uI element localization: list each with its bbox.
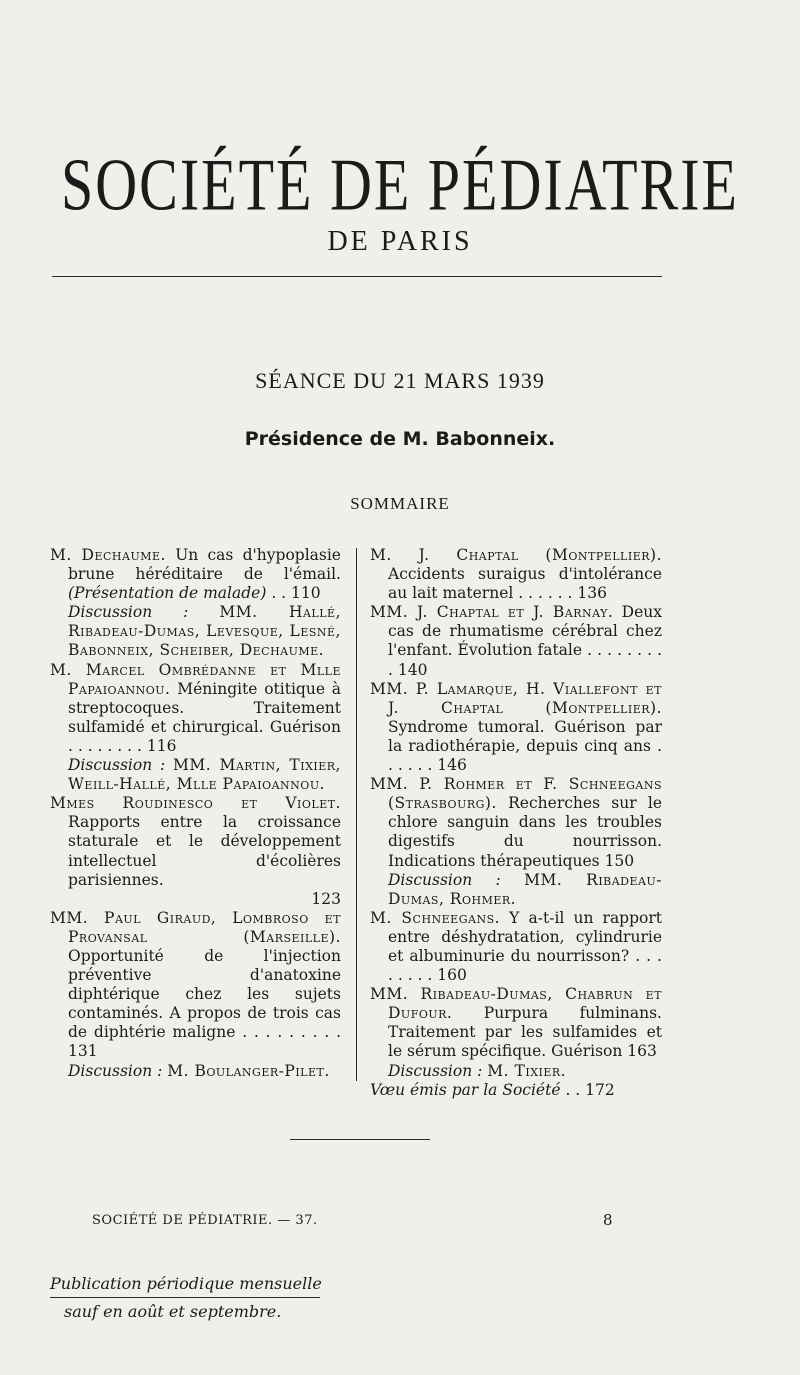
summary-entry <box>370 546 662 603</box>
header-rule <box>52 276 662 277</box>
summary-entry <box>370 775 662 909</box>
summary-entry <box>50 546 341 661</box>
entry-page-number: 116 <box>146 736 177 755</box>
summary-entry <box>370 1081 662 1100</box>
entry-page-number: 160 <box>437 966 467 985</box>
entry-page-number: 146 <box>437 756 467 775</box>
entry-title: Recherches sur le chlore sanguin dans les troubles digestifs du nourrisson. Indications thérapeutiques <box>388 794 662 870</box>
publication-note: Publication périodique mensuelle <box>50 1274 322 1293</box>
entry-author: M. Dechaume. <box>50 546 166 564</box>
entry-title: Un cas d'hypoplasie brune héréditaire de l'émail. <box>68 546 341 584</box>
entry-page-number: 110 <box>291 584 321 603</box>
entry-page-number: 131 <box>68 1042 98 1061</box>
summary-entry <box>370 985 662 1080</box>
entry-title: Rapports entre la croissance staturale et le développement intellectuel d'écolières parisiennes. <box>68 813 341 889</box>
summary-heading: SOMMAIRE <box>350 494 450 513</box>
entry-leader-dots: . . . . . . <box>388 736 662 775</box>
entry-page-number: 172 <box>585 1080 615 1099</box>
entry-leader-dots: . . . . . . . . . <box>388 641 663 679</box>
entry-author: M. J. Chaptal (Montpellier). <box>370 546 662 564</box>
entry-title: Purpura fulminans. Traitement par les sulfamides et le sérum spécifique. Guérison <box>388 1004 662 1061</box>
running-head: SOCIÉTÉ DE PÉDIATRIE. — 37. <box>92 1213 318 1228</box>
entry-title: Opportunité de l'injection préventive d'anatoxine diphtérique chez les sujets contaminés. A propos de trois cas de diphtérie maligne <box>68 946 341 1042</box>
discussion-label: Discussion : <box>68 756 166 775</box>
summary-entry <box>370 680 662 775</box>
entry-title: Deux cas de rhumatisme cérébral chez l'enfant. Évolution fatale <box>388 603 662 660</box>
publication-rule <box>50 1297 320 1298</box>
entry-leader-dots: . . <box>565 1080 581 1099</box>
entry-title: Y a-t-il un rapport entre déshydratation, cylindrurie et albuminurie du nourrisson? <box>388 908 662 965</box>
discussion-names: M. Tixier. <box>487 1061 567 1080</box>
summary-column-left <box>50 546 341 1081</box>
discussion-names: MM. Martin, Tixier, Weill-Hallé, Mlle Papaioannou. <box>68 756 341 794</box>
publication-note-2: sauf en août et septembre. <box>64 1302 282 1321</box>
discussion-label: Discussion : <box>388 870 501 889</box>
entry-author: M. Marcel Ombrédanne et Mlle Papaioannou. <box>50 660 341 698</box>
entry-leader-dots: . . . . . . . . <box>388 946 662 985</box>
entry-presentation: (Présentation de malade) <box>68 584 267 603</box>
presidency-line: Présidence de M. Babonneix. <box>244 428 556 450</box>
summary-entry <box>50 909 341 1081</box>
discussion-names: MM. Hallé, Ribadeau-Dumas, Levesque, Lesné, Babonneix, Scheiber, Dechaume. <box>68 603 341 660</box>
entry-author: M. Schneegans. <box>370 908 501 927</box>
summary-entry <box>370 909 662 985</box>
entry-leader-dots: . . <box>271 584 287 603</box>
entry-page-number: 123 <box>311 889 341 908</box>
summary-entry <box>50 661 341 795</box>
session-date: SÉANCE DU 21 MARS 1939 <box>255 368 545 393</box>
summary-column-right <box>370 546 662 1100</box>
entry-title: Accidents suraigus d'intolérance au lait maternel <box>388 565 662 603</box>
journal-subtitle: DE PARIS <box>327 226 473 257</box>
entry-page-number: 136 <box>577 584 607 603</box>
column-divider <box>356 548 357 1081</box>
entry-page-number: 140 <box>397 660 428 679</box>
entry-leader-dots: . . . . . . . . . <box>242 1023 341 1042</box>
section-end-rule <box>290 1139 430 1140</box>
entry-leader-dots: . . . . . . <box>518 584 573 603</box>
sheet-number: 8 <box>603 1211 613 1229</box>
summary-entry <box>370 603 662 679</box>
discussion-names: MM. Ribadeau-Dumas, Rohmer. <box>388 870 662 908</box>
summary-entry <box>50 794 341 909</box>
journal-title: SOCIÉTÉ DE PÉDIATRIE <box>61 142 739 227</box>
entry-page-number: 150 <box>604 851 635 870</box>
entry-page-number: 163 <box>627 1042 657 1061</box>
entry-title: Syndrome tumoral. Guérison par la radiothérapie, depuis cinq ans <box>388 717 662 755</box>
discussion-label: Discussion : <box>68 1061 163 1080</box>
discussion-label: Discussion : <box>68 603 189 622</box>
discussion-label: Discussion : <box>388 1061 483 1080</box>
entry-title: Vœu émis par la Société <box>370 1080 561 1099</box>
discussion-names: M. Boulanger-Pilet. <box>167 1061 330 1080</box>
entry-author: MM. Paul Giraud, Lombroso et Provansal (Marseille). <box>50 908 341 946</box>
entry-leader-dots: . . . . . . . . <box>68 736 142 755</box>
entry-author: MM. P. Lamarque, H. Viallefont et J. Chaptal (Montpellier). <box>370 679 662 717</box>
entry-author: Mmes Roudinesco et Violet. <box>50 794 341 813</box>
entry-author: MM. Ribadeau-Dumas, Chabrun et Dufour. <box>370 985 662 1023</box>
entry-title: Méningite otitique à streptocoques. Traitement sulfamidé et chirurgical. Guérison <box>68 679 341 736</box>
entry-author: MM. J. Chaptal et J. Barnay. <box>370 603 614 622</box>
entry-author: MM. P. Rohmer et F. Schneegans (Strasbourg). <box>370 775 662 813</box>
